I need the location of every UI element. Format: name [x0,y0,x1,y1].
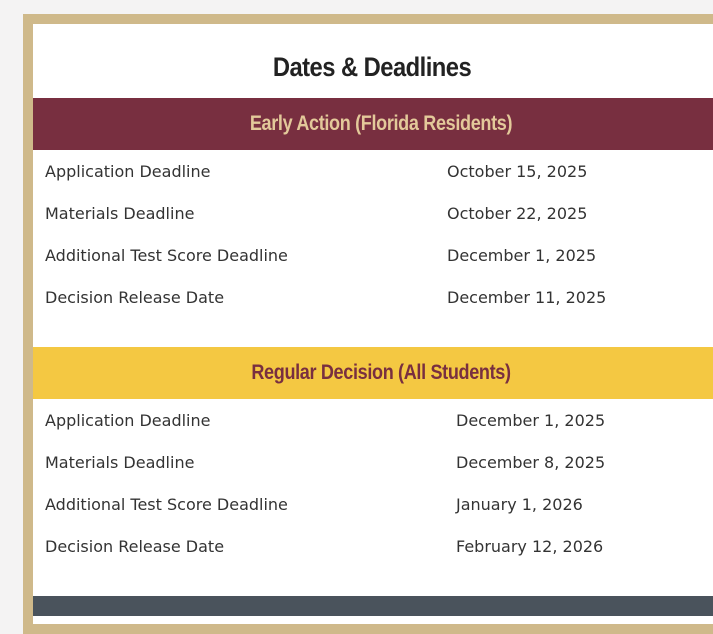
section-header-regular-decision [33,347,713,399]
deadline-label: Materials Deadline [45,453,195,472]
table-row [33,526,713,568]
deadline-date: January 1, 2026 [456,495,583,514]
deadline-label: Decision Release Date [45,288,225,307]
deadline-label: Application Deadline [45,162,211,181]
deadlines-card [33,24,713,624]
deadline-label: Additional Test Score Deadline [45,246,288,265]
deadline-label: Application Deadline [45,411,211,430]
deadline-date: December 1, 2025 [456,411,606,430]
deadline-date: February 12, 2026 [456,537,604,556]
page-title: Dates & Deadlines [272,52,472,82]
deadline-date: October 15, 2025 [447,162,588,181]
section-title: Early Action (Florida Residents) [249,112,513,135]
section-title: Regular Decision (All Students) [251,361,511,384]
deadline-label: Decision Release Date [45,537,225,556]
table-row [33,235,713,277]
table-row [33,400,713,442]
deadline-label: Additional Test Score Deadline [45,495,288,514]
table-row [33,277,713,319]
deadline-date: December 11, 2025 [447,288,607,307]
section-header-early-action [33,98,713,150]
table-row [33,151,713,193]
deadline-label: Materials Deadline [45,204,195,223]
table-row [33,484,713,526]
deadline-date: December 1, 2025 [447,246,597,265]
next-section-bar [33,596,713,616]
deadline-date: October 22, 2025 [447,204,588,223]
deadline-date: December 8, 2025 [456,453,606,472]
table-row [33,442,713,484]
table-row [33,193,713,235]
